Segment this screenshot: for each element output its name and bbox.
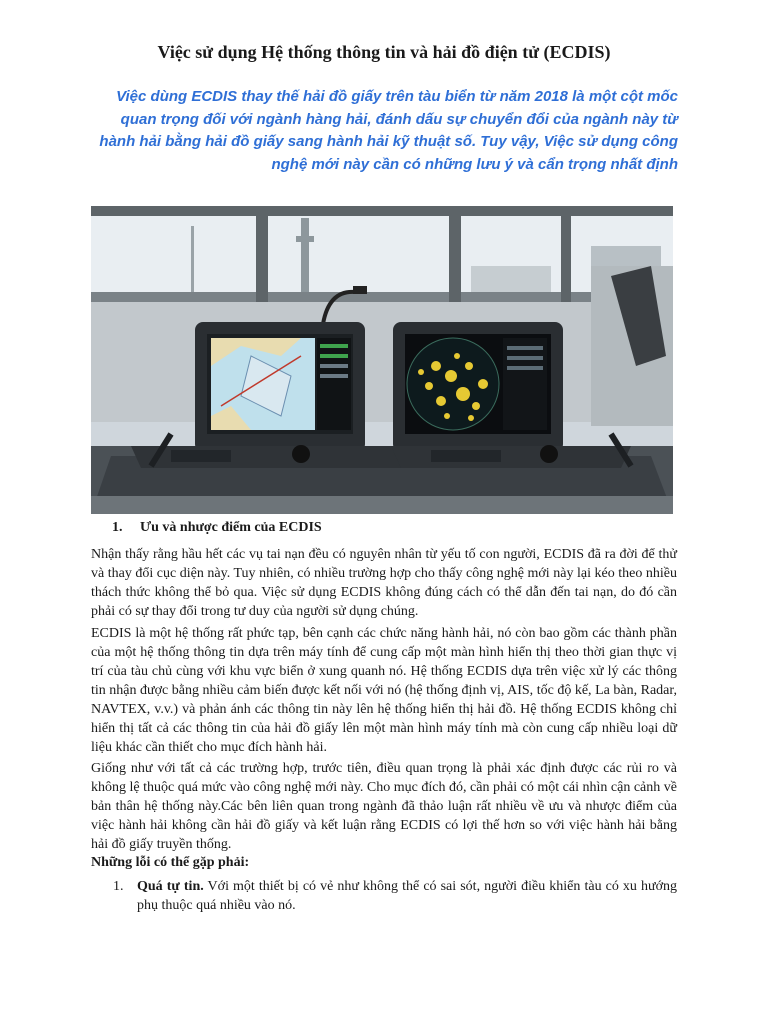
list-item-number: 1.	[113, 879, 124, 894]
paragraph-2: ECDIS là một hệ thống rất phức tạp, bên cạnh các chức năng hành hải, nó còn bao gồm các thành phần của một hệ thống thông tin dựa trên máy tính để cung cấp một màn hình hiển thị theo thời gian thực vị trí của tàu chủ cùng với khu vực biển ở xung quanh nó. Hệ thống ECDIS dựa trên việc xử lý các thông tin nhận được bằng nhiều cảm biến được kết nối với nó (hệ thống định vị, AIS, tốc độ kế, La bàn, Radar, NAVTEX, v.v.) và phản ánh các thông tin này lên hệ thống hiển thị hải đồ. Hệ thống ECDIS không chỉ hiển thị tất cả các thông tin của hải đồ giấy lên một màn hình máy tính mà còn cung cấp nhiều loại dữ liệu khác cần thiết cho mục đích hành hải.	[91, 626, 677, 755]
paragraph-3: Giống như với tất cả các trường hợp, trước tiên, điều quan trọng là phải xác định được các rủi ro và không lệ thuộc quá mức vào công nghệ mới này. Cho mục đích đó, cần phải có một cái nhìn cận cảnh về bản thân hệ thống này.Các bên liên quan trong ngành đã thảo luận rất nhiều về ưu và nhược điểm của việc hành hải không cần hải đồ giấy và kết luận rằng ECDIS có lợi thế hơn so với việc hành hải bằng hải đồ giấy truyền thống.	[91, 761, 677, 852]
section-heading-text: Ưu và nhược điểm của ECDIS	[140, 520, 322, 535]
paragraph-1: Nhận thấy rằng hầu hết các vụ tai nạn đều có nguyên nhân từ yếu tố con người, ECDIS đã ra đời để thử và thay đổi cục diện này. Tuy nhiên, có nhiều trường hợp cho thấy công nghệ mới này lại kéo theo nhiều thách thức không thể bỏ qua. Việc sử dụng ECDIS không đúng cách có thể dẫn đến tai nạn, do đó cần phải có sự thay đổi trong tư duy của người sử dụng chúng.	[91, 547, 677, 619]
bridge-photo	[91, 206, 673, 514]
list-item-text	[137, 877, 677, 915]
section-number: 1.	[112, 520, 123, 535]
page-title: Việc sử dụng Hệ thống thông tin và hải đồ điện tử (ECDIS)	[157, 42, 611, 62]
section-heading	[112, 520, 322, 536]
list-item-term: Quá tự tin.	[137, 879, 204, 894]
list-item-description: Với một thiết bị có vẻ như không thể có sai sót, người điều khiển tàu có xu hướng phụ thuộc quá nhiều vào nó.	[137, 879, 677, 913]
errors-heading: Những lỗi có thể gặp phải:	[91, 855, 250, 870]
lead-paragraph: Việc dùng ECDIS thay thế hải đồ giấy trên tàu biển từ năm 2018 là một cột mốc quan trọng đối với ngành hàng hải, đánh dấu sự chuyển đổi của ngành này từ hành hải bằng hải đồ giấy sang hành hải kỹ thuật số. Tuy vậy, Việc sử dụng công nghệ mới này cần có những lưu ý và cẩn trọng nhất định	[99, 88, 678, 173]
